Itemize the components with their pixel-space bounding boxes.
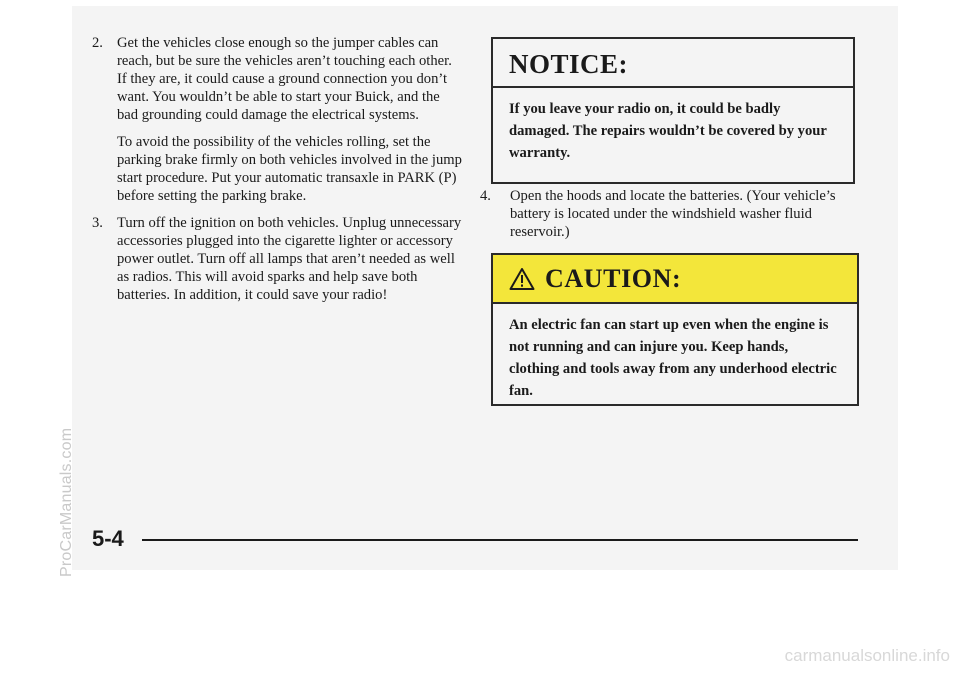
notice-box (491, 37, 855, 184)
left-column (92, 34, 464, 313)
notice-text: If you leave your radio on, it could be badly damaged. The repairs wouldn’t be covered by your warranty. (509, 101, 827, 161)
bottom-watermark: carmanualsonline.info (784, 646, 950, 665)
step-number: 2. (92, 35, 103, 51)
caution-title: CAUTION: (545, 263, 682, 293)
step-3 (92, 214, 464, 304)
notice-title: NOTICE: (493, 39, 853, 88)
warning-triangle-icon (509, 267, 535, 291)
step-paragraph: Get the vehicles close enough so the jumper cables can reach, but be sure the vehicles aren’t touching each other. If they are, it could cause a ground connection you don’t want. You wouldn’t be able to start your Buick, and the bad grounding could damage the electrical systems. (117, 35, 452, 123)
step-body (117, 34, 464, 205)
caution-header (493, 255, 857, 304)
caution-text: An electric fan can start up even when the engine is not running and can injure you. Keep hands, clothing and tools away from any underhood electric fan. (509, 317, 837, 399)
step-2 (92, 34, 464, 205)
step-paragraph: To avoid the possibility of the vehicles rolling, set the parking brake firmly on both vehicles involved in the jump start procedure. Put your automatic transaxle in PARK (P) before setting the parking brake. (117, 134, 462, 204)
step-body (117, 214, 464, 304)
step-4 (480, 187, 860, 241)
step-paragraph: Open the hoods and locate the batteries. (Your vehicle’s battery is located under the windshield washer fluid reservoir.) (510, 188, 836, 240)
step-number: 3. (92, 215, 103, 231)
step-paragraph: Turn off the ignition on both vehicles. Unplug unnecessary accessories plugged into the cigarette lighter or accessory power outlet. Turn off all lamps that aren’t needed as well as radios. This will avoid sparks and help save both batteries. In addition, it could save your radio! (117, 215, 462, 303)
side-watermark: ProCarManuals.com (58, 427, 75, 577)
caution-box (491, 253, 859, 406)
step-number: 4. (480, 188, 491, 204)
page-number: 5-4 (92, 526, 124, 551)
footer-rule (142, 539, 858, 541)
